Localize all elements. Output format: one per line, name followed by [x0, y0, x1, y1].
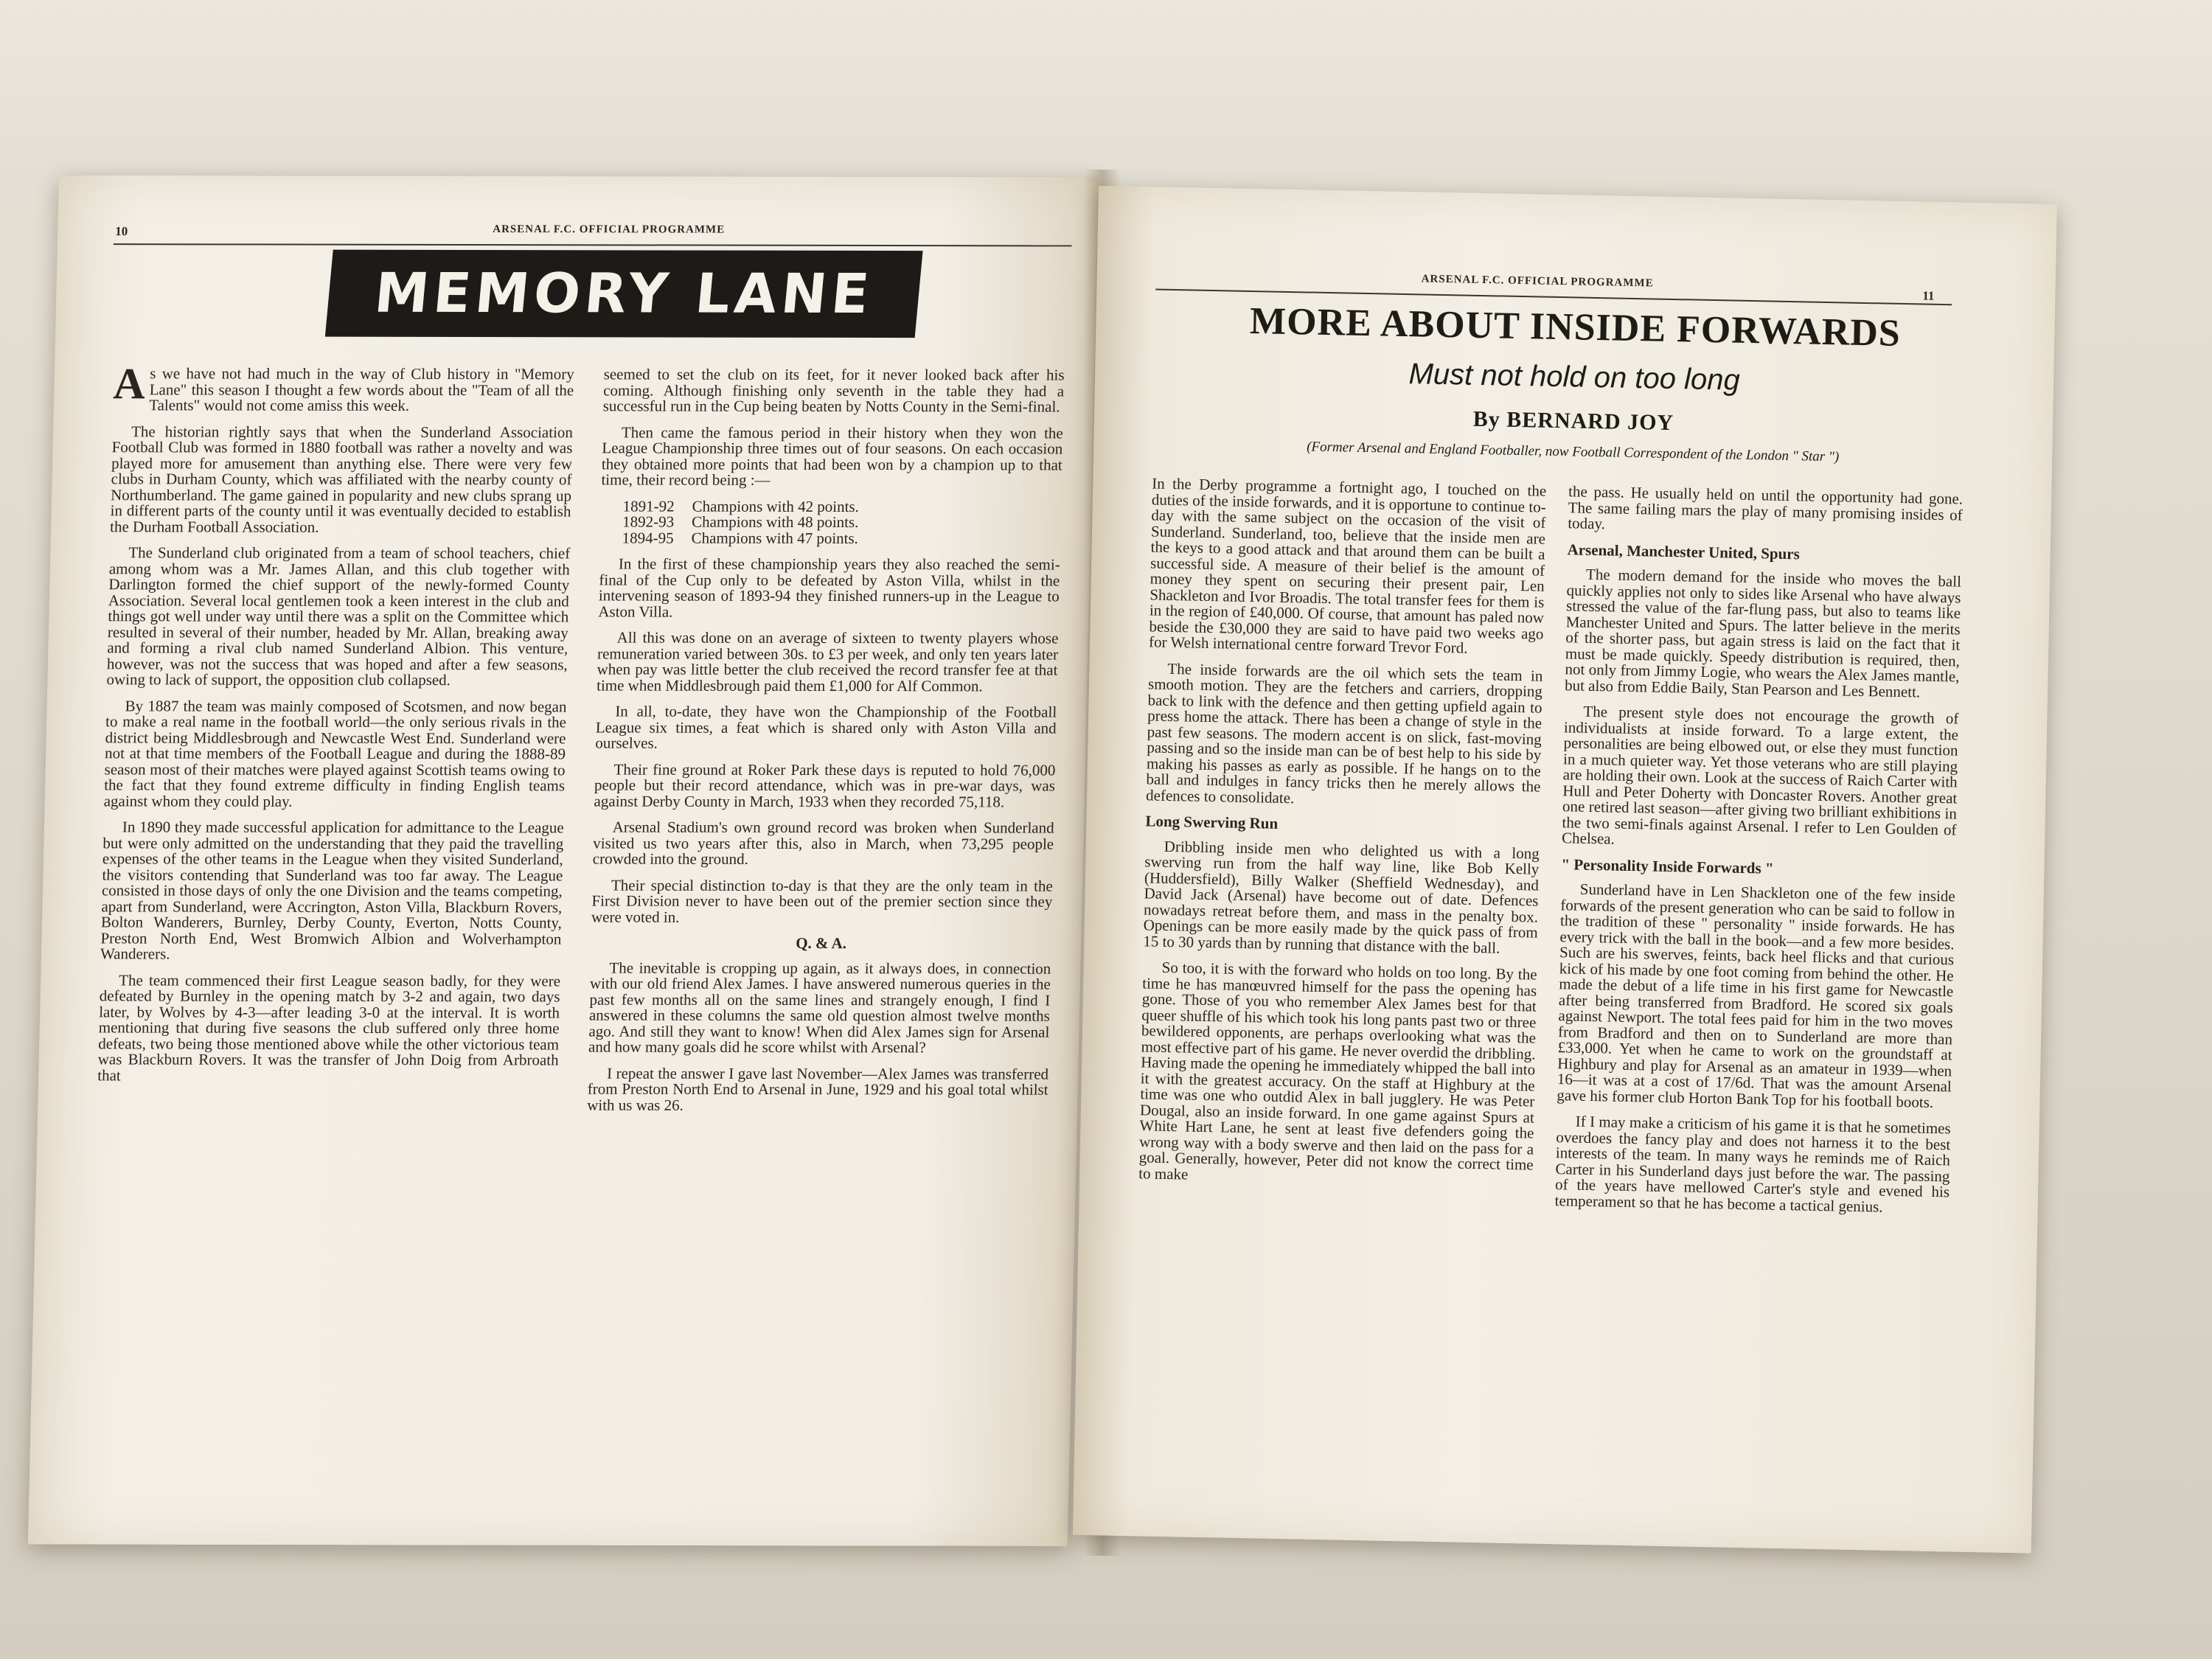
page-number-left: 10 — [115, 224, 128, 239]
paragraph: In all, to-date, they have won the Championship of the Football League six times, a feat which is shared only with Aston Villa and ourselves. — [595, 702, 1057, 752]
paragraph: the pass. He usually held on until the opportunity had gone. The same failing mars the play of many promising insides of today. — [1568, 482, 1964, 533]
background-wall — [0, 0, 2212, 177]
byline-note: (Former Arsenal and England Footballer, now Football Correspondent of the London " Star ") — [1306, 439, 1840, 465]
paragraph: The present style does not encourage the growth of individualists at inside forward. To a large extent, the personalities are being elbowed out, or else they must function in a much quieter way. Yet those veterans who are still playing are holding their own. Look at the success of Raich Carter with Hull and Peter Doherty with Doncaster Rovers. Another great one retired last season—after giving two brilliant exhibitions in the two semi-finals against Arsenal. I refer to Len Goulden of Chelsea. — [1561, 702, 1959, 848]
paragraph: All this was done on an average of sixteen to twenty players whose remuneration varied between 30s. to £3 per week, and only ten years later when pay was little better the club received the record transfer fee at that time when Middlesbrough paid them £1,000 for Alf Common. — [596, 628, 1059, 695]
running-head-right: ARSENAL F.C. OFFICIAL PROGRAMME — [1421, 273, 1654, 290]
arsenal-heading: Arsenal, Manchester United, Spurs — [1567, 540, 1801, 563]
paragraph: Then came the famous period in their history when they won the League Championship three times out of four seasons. On each occasion they obtained more points that had been won by a champion up to that time, their record being :— — [601, 422, 1064, 489]
article-subtitle: Must not hold on too long — [1408, 358, 1741, 397]
article-byline: By BERNARD JOY — [1472, 406, 1674, 436]
left-column-2 — [587, 366, 1065, 1124]
paragraph: Dribbling inside men who delighted us with a long swerving run from the half way line, like Bob Kelly (Huddersfield), Billy Walker (Sheffield Wednesday), and David Jack (Arsenal) have become out of date. Defences nowadays retreat before them, and mass in the penalty box. Openings can be more easily made by the quick pass of from 15 to 30 yards than by running that distance with the ball. — [1143, 837, 1540, 957]
memory-lane-banner: MEMORY LANE — [325, 250, 923, 338]
header-rule-left — [114, 243, 1072, 246]
paragraph: The historian rightly says that when the Sunderland Association Football Club was formed in 1880 football was rather a novelty and was played more for amusement than anything else. There were very few clubs in Durham County, which was affiliated with the nearby county of Northumberland. The game gained in popularity and new clubs sprang up in different parts of the county until it was eventually decided to establish the Durham Football Association. — [109, 422, 574, 536]
left-column-1 — [97, 359, 575, 1094]
paragraph: Their fine ground at Roker Park these days is reputed to hold 76,000 people but their record attendance, which was in pre-war days, was against Derby County in March, 1933 when they recorded 75,118. — [594, 760, 1056, 810]
paragraph: The inside forwards are the oil which sets the team in smooth motion. They are the fetchers and carriers, dropping back to link with the defence and then getting upfield again to press home the attack. There has been a change of style in the past few seasons. The modern accent is on slick, fast-moving passing and so the inside man can be of best help to his side by making his passes as early as possible. If he hangs on to the ball and indulges in fancy tricks then he merely allows the defences to consolidate. — [1145, 659, 1543, 807]
page-number-right: 11 — [1922, 288, 1935, 303]
paragraph: I repeat the answer I gave last November—Alex James was transferred from Preston North End to Arsenal in June, 1929 and his goal total whilst with us was 26. — [586, 1064, 1049, 1114]
running-head-left: ARSENAL F.C. OFFICIAL PROGRAMME — [493, 223, 726, 236]
paragraph: seemed to set the club on its feet, for it never looked back after his coming. Although finishing only seventh in the table they had a successful run in the Cup being beaten by Notts County in the Semi-final. — [602, 365, 1065, 416]
paragraph: Their special distinction to-day is that they are the only team in the First Division never to have been out of the premier section since they were voted in. — [591, 876, 1054, 926]
record-row: 1891-92 Champions with 42 points. — [622, 496, 860, 515]
right-column-1 — [1138, 476, 1547, 1199]
paragraph: The inevitable is cropping up again, as it always does, in connection with our old friend Alex James. I have answered numerous queries in the past few months all on the same lines and strangely enough, I find I answered in these columns the same old question almost twelve months ago. And still they want to know! When did Alex James sign for Arsenal and how many goals did he score whilst with Arsenal? — [588, 959, 1051, 1057]
record-row: 1894-95 Champions with 47 points. — [622, 528, 859, 547]
article-title: MORE ABOUT INSIDE FORWARDS — [1249, 299, 1902, 355]
right-column-2 — [1554, 484, 1963, 1226]
paragraph: If I may make a criticism of his game it is that he sometimes overdoes the fancy play and does not harness it to the best interests of the team. In many ways he reminds me of Raich Carter in his Sunderland days just before the war. The passing of the years have mellowed Carter's style and evened his temperament so that he has become a tactical genius. — [1554, 1112, 1951, 1216]
paragraph: So too, it is with the forward who holds on too long. By the time he has manœuvred himself for the pass the opening has gone. Those of you who remember Alex James best for that queer shuffle of his which took his long pants past two or three bewildered opponents, are perhaps overlooking what was the most effective part of his game. He never overdid the dribbling. Having made the opening he immediately whipped the ball into it with the greatest accuracy. On the staff at Highbury at the time was one who outdid Alex in ball jugglery. He was Peter Dougal, also an inside forward. In one game against Spurs at White Hart Lane, he sent at least five defenders going the wrong way with a body swerve and then laid on the pass for a goal. Generally, however, Peter did not know the correct time to make — [1138, 958, 1537, 1183]
paragraph: Arsenal Stadium's own ground record was broken when Sunderland visited us two years after this, also in March, when 73,295 people crowded into the ground. — [592, 818, 1054, 868]
left-page — [28, 175, 1099, 1546]
paragraph: The team commenced their first League season badly, for they were defeated by Burnley in the opening match by 3-2 and again, two days later, by Wolves by 4-3—after leading 3-0 at the interval. It is worth mentioning that during five seasons the club suffered only three home defeats, two being those mentioned above while the other victorious team was Blackburn Rovers. It was the transfer of John Doig from Arbroath that — [97, 970, 561, 1084]
paragraph: The Sunderland club originated from a team of school teachers, chief among whom was a Mr. James Allan, and this club together with Darlington formed the chief support of the newly-formed County Association. Several local gentlemen took a keen interest in the club and things got well under way until there was a split on the Committee which resulted in several of their number, headed by Mr. Allan, breaking away and forming a rival club named Sunderland Albion. This venture, however, was not the success that was hoped and after a few seasons, owing to lack of support, the opposition club collapsed. — [106, 543, 571, 689]
paragraph: In 1890 they made successful application for admittance to the League but were only admitted on the understanding that they paid the travelling expenses of the other teams in the League when they visited Sunderland, the visitors contending that Sunderland was too far away. The League consisted in those days of only the one Division and the teams competing, apart from Sunderland, were Accrington, Aston Villa, Blackburn Rovers, Bolton Wanderers, Burnley, Derby County, Everton, Notts County, Preston North End, West Bromwich Albion and Wolverhampton Wanderers. — [100, 818, 565, 963]
paragraph: By 1887 the team was mainly composed of Scotsmen, and now began to make a real name in the football world—the only serious rivals in the district being Middlesbrough and Newcastle West End. Sunderland were not at that time members of the Football League and during the 1888-89 season most of their matches were played against Scottish teams owing to the fact that they found extreme difficulty in finding English teams against whom they could play. — [103, 696, 567, 810]
personality-heading: " Personality Inside Forwards " — [1561, 855, 1774, 877]
paragraph: The modern demand for the inside who moves the ball quickly applies not only to sides like Arsenal who have always stressed the value of the far-flung pass, but also to teams like Manchester United and Spurs. The latter believe in the merits of the shorter pass, but again stress is laid on the fact that it must be made quickly. Speedy distribution is required, then, not only from Jimmy Logie, who wears the Alex James mantle, but also from Eddie Baily, Stan Pearson and Les Bennett. — [1564, 565, 1962, 701]
paragraph: In the Derby programme a fortnight ago, I touched on the duties of the inside forwards, and it is opportune to continue to-day with the same subject on the occasion of the visit of Sunderland. Sunderland, too, believe that the inside men are the keys to a good attack and that around them can be built a successful side. A measure of their belief is the amount of money they spent on securing their present pair, Len Shackleton and Ivor Broadis. The total transfer fees for them is in the region of £40,000. Of course, that amount has paled now beside the £30,000 they are said to have paid two weeks ago for Welsh international centre forward Trevor Ford. — [1148, 474, 1547, 657]
right-page — [1073, 186, 2057, 1554]
qa-heading: Q. & A. — [795, 934, 847, 953]
championship-records — [622, 498, 1061, 547]
paragraph: In the first of these championship years they also reached the semi-final of the Cup only to be defeated by Aston Villa, whilst in the intervening season of 1893-94 they finished runners-up in the League to Aston Villa. — [598, 554, 1061, 621]
paragraph: As we have not had much in the way of Club history in "Memory Lane" this season I thought a few words about the "Team of all the Talents" would not come amiss this week. — [112, 359, 575, 414]
long-swerving-run-heading: Long Swerving Run — [1145, 812, 1279, 832]
paragraph: Sunderland have in Len Shackleton one of the few inside forwards of the present generation who can be said to follow in the tradition of these " personality " inside forwards. He has every trick with the ball in the book—and a few more besides. Such are his swerves, feints, back heel flicks and that curious kick of his made by one foot coming from behind the other. He made the debut of a life time in his first game for Newcastle after being transferred from Bradford. He scored six goals against Newport. The total fees paid for him in the two moves from Bradford and then on to Sunderland are more than £33,000. Yet when he came to work on the groundstaff at Highbury and play for Arsenal as an amateur in 1939—when 16—it was at a cost of 17/6d. That was the amount Arsenal gave his former club Horton Bank Top for his football boots. — [1557, 880, 1955, 1111]
record-row: 1892-93 Champions with 48 points. — [622, 512, 859, 532]
